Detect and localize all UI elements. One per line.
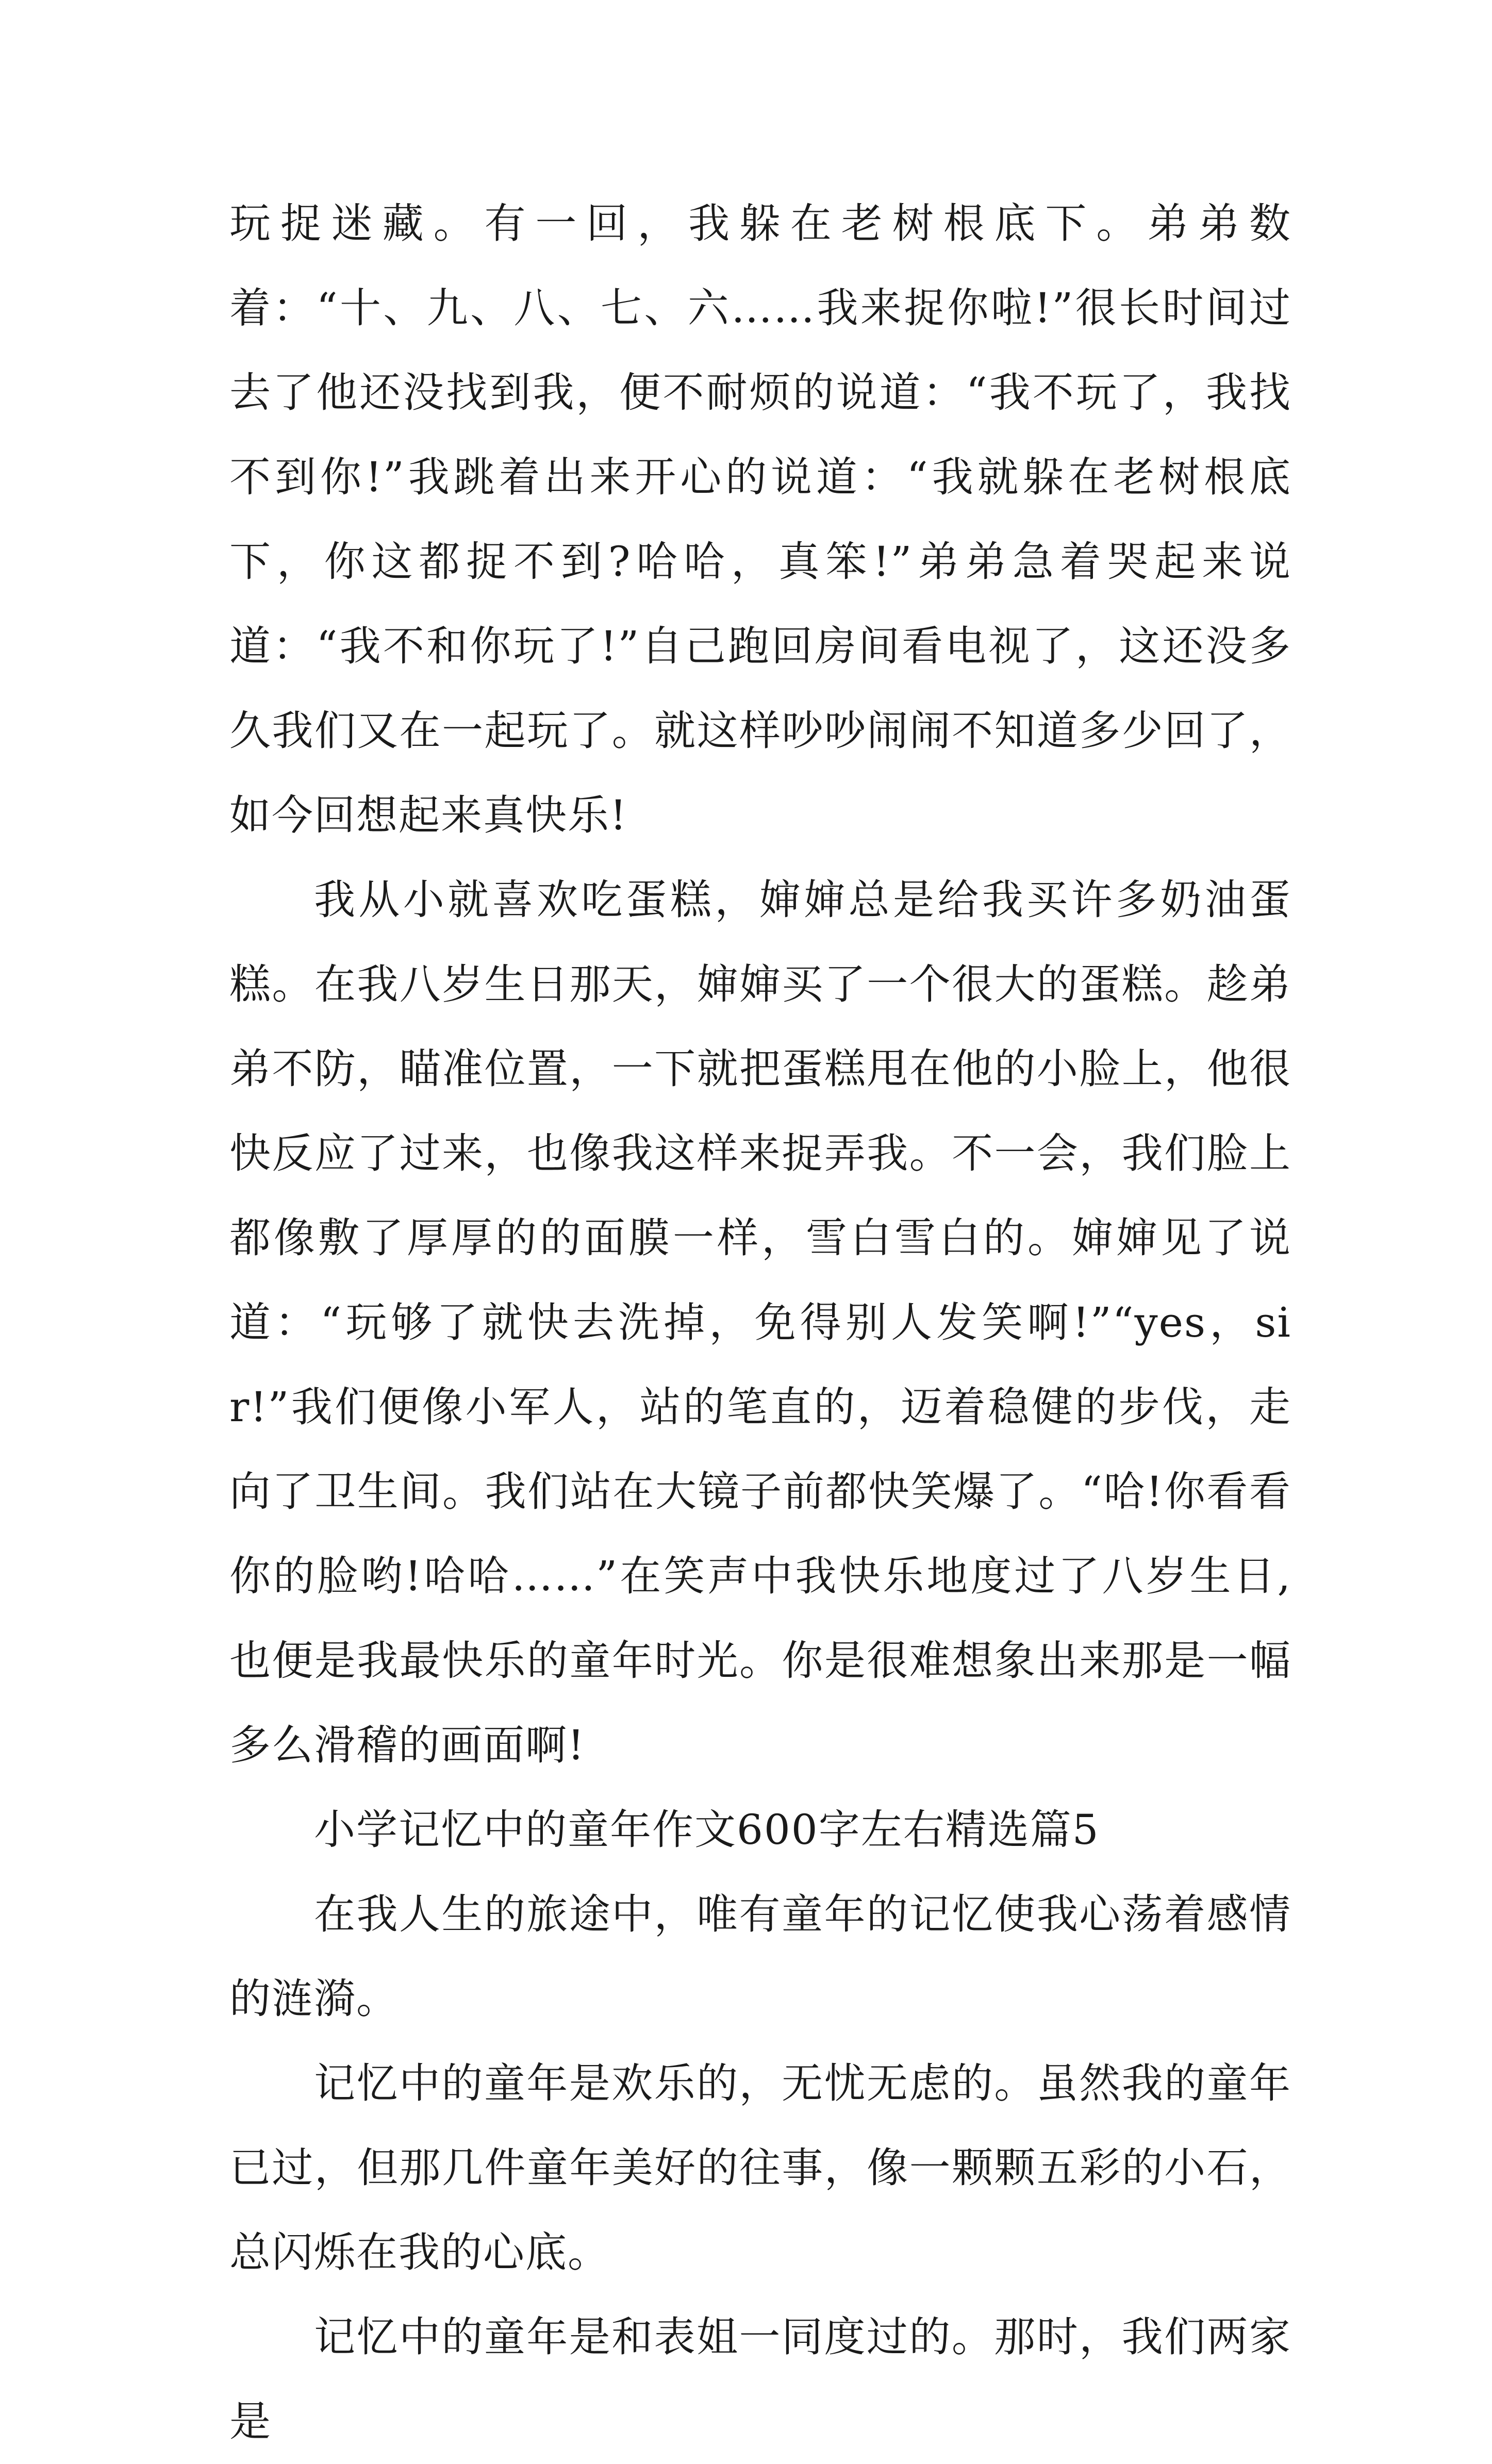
paragraph-intro: 在我人生的旅途中，唯有童年的记忆使我心荡着感情的涟漪。 <box>229 1890 1291 2023</box>
paragraph-hide-and-seek: 玩捉迷藏。有一回，我躲在老树根底下。弟弟数着：“十、九、八、七、六……我来捉你啦!”很长时间过去了他还没找到我，便不耐烦的说道：“我不玩了，我找不到你!”我跳着出来开心的说道：“我就躲在老树根底下，你这都捉不到?哈哈，真笨!”弟弟急着哭起来说道：“我不和你玩了!”自己跑回房间看电视了，这还没多久我们又在一起玩了。就这样吵吵闹闹不知道多少回了，如今回想起来真快乐! <box>229 199 1291 839</box>
paragraph-childhood-joy: 记忆中的童年是欢乐的，无忧无虑的。虽然我的童年已过，但那几件童年美好的往事，像一颗颗五彩的小石，总闪烁在我的心底。 <box>229 2059 1291 2276</box>
paragraph-birthday-cake: 我从小就喜欢吃蛋糕，婶婶总是给我买许多奶油蛋糕。在我八岁生日那天，婶婶买了一个很大的蛋糕。趁弟弟不防，瞄准位置，一下就把蛋糕甩在他的小脸上，他很快反应了过来，也像我这样来捉弄我。不一会，我们脸上都像敷了厚厚的的面膜一样，雪白雪白的。婶婶见了说道：“玩够了就快去洗掉，免得别人发笑啊!”“yes，sir!”我们便像小军人，站的笔直的，迈着稳健的步伐，走向了卫生间。我们站在大镜子前都快笑爆了。“哈!你看看你的脸哟!哈哈……”在笑声中我快乐地度过了八岁生日,也便是我最快乐的童年时光。你是很难想象出来那是一幅多么滑稽的画面啊! <box>229 876 1291 1769</box>
document-body <box>229 181 1291 2464</box>
paragraph-cousin: 记忆中的童年是和表姐一同度过的。那时，我们两家是 <box>229 2313 1291 2445</box>
section-title: 小学记忆中的童年作文600字左右精选篇5 <box>314 1806 1100 1854</box>
